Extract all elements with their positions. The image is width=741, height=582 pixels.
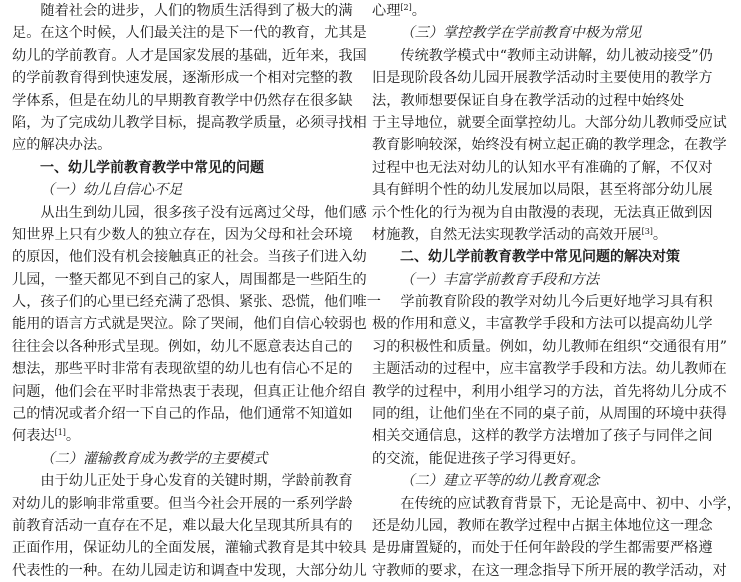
text-line [372, 157, 713, 179]
line-text: 正面作用，保证幼儿的全面发展，灌输式教育是其中较具 [12, 540, 367, 557]
text-line [372, 381, 727, 403]
line-text: 人，孩子们的心里已经充满了恐惧、紧张、恐慌，他们唯一 [12, 294, 381, 311]
line-text: 随着社会的进步，人们的物质生活得到了极大的满 [40, 3, 353, 19]
text-line [372, 90, 684, 112]
text-line [372, 291, 713, 313]
subsection-heading [12, 179, 330, 201]
line-text: 传统教学模式中“教师主动讲解，幼儿被动接受”仍 [400, 47, 713, 64]
line-text: 学前教育阶段的教学对幼儿今后更好地学习具有积 [400, 294, 713, 311]
right-text-column [372, 0, 741, 582]
citation-marker: [3] [641, 226, 653, 236]
section-heading [372, 246, 684, 268]
line-text: 主题活动的过程中，应丰富教学手段和方法。幼儿教师在 [372, 361, 727, 378]
text-line [372, 425, 713, 447]
text-line [372, 202, 713, 224]
text-line [12, 470, 353, 492]
line-punctuation: 。 [65, 428, 81, 445]
line-text: 代表性的一种。在幼儿园走访和调查中发现，大部分幼儿 [12, 562, 367, 579]
line-punctuation: 。 [411, 3, 426, 19]
line-text: （一）丰富学前教育手段和方法 [400, 271, 600, 288]
text-line [12, 403, 353, 425]
text-line [372, 134, 727, 156]
line-text: 应的解决办法。 [12, 137, 112, 154]
section-heading [12, 157, 330, 179]
line-text: 由于幼儿正处于身心发育的关键时期，学龄前教育 [40, 473, 353, 490]
line-text: 的交流，能促进孩子学习得更好。 [372, 450, 585, 467]
line-text: 材施教，自然无法实现教学活动的高效开展 [372, 226, 642, 243]
line-text: 想法，那些平时非常有表现欲望的幼儿也有信心不足的 [12, 361, 353, 378]
text-line [372, 179, 713, 201]
line-text: 何表达 [12, 428, 55, 445]
line-text: 二、幼儿学前教育教学中常见问题的解决对策 [400, 249, 680, 266]
text-line [372, 112, 727, 134]
line-text: 能用的语言方式就是哭泣。除了哭闹，他们自信心较弱也 [12, 316, 367, 333]
line-text: 往往会以各种形式呈现。例如，幼儿不愿意表达自己的 [12, 338, 353, 355]
text-line [372, 336, 728, 358]
line-text: 习的积极性和质量。例如，幼儿教师在组织“交通很有用” [372, 338, 728, 355]
text-line [12, 537, 367, 559]
text-line [372, 313, 713, 335]
line-text: 极的作用和意义，丰富教学手段和方法可以提高幼儿学 [372, 316, 713, 333]
subsection-heading [372, 470, 684, 492]
text-line [372, 537, 713, 559]
text-line [12, 515, 353, 537]
text-line [12, 291, 381, 313]
line-text: （三）掌控教学在学前教育中极为常见 [400, 25, 642, 42]
line-text: （二）灌输教育成为教学的主要模式 [40, 450, 268, 467]
line-text: 在传统的应试教育背景下，无论是高中、初中、小学， [400, 495, 741, 512]
text-line [12, 336, 353, 358]
line-text: （二）建立平等的幼儿教育观念 [400, 473, 600, 490]
line-text: 知世界上只有少数人的独立存在，因为父母和社会环境 [12, 226, 353, 243]
line-text: 同的组，让他们坐在不同的桌子前，从周围的环境中获得 [372, 406, 727, 423]
text-line [12, 560, 367, 582]
text-line [12, 134, 330, 156]
text-line [372, 560, 727, 582]
text-line [12, 313, 367, 335]
line-text: 前教育活动一直存在不足，难以最大化呈现其所具有的 [12, 517, 353, 534]
text-line [372, 67, 713, 89]
line-text: 足。在这个时候，人们最关注的是下一代的教育，尤其是 [12, 25, 367, 42]
text-line [12, 269, 367, 291]
line-text: 教学的过程中，利用小组学习的方法，首先将幼儿分成不 [372, 383, 727, 400]
text-line [12, 246, 367, 268]
line-text: 旧是现阶段各幼儿园开展教学活动时主要使用的教学方 [372, 70, 713, 87]
text-line [12, 67, 353, 89]
line-text: 具有鲜明个性的幼儿发展加以局限，甚至将部分幼儿展 [372, 182, 713, 199]
text-line [372, 515, 713, 537]
text-line [12, 381, 367, 403]
line-text: 是毋庸置疑的，而处于任何年龄段的学生都需要严格遵 [372, 540, 713, 557]
text-line [12, 202, 367, 224]
line-text: 幼儿的学前教育。人才是国家发展的基础，近年来，我国 [12, 47, 367, 64]
text-line [12, 425, 330, 447]
left-text-column [12, 0, 381, 582]
text-line [12, 0, 353, 22]
line-text: 一、幼儿学前教育教学中常见的问题 [40, 159, 264, 176]
line-text: 相关交通信息，这样的教学方法增加了孩子与同伴之间 [372, 428, 713, 445]
line-text: 示个性化的行为视为自由散漫的表现，无法真正做到因 [372, 204, 713, 221]
citation-marker: [1] [54, 428, 66, 438]
line-text: 对幼儿的影响非常重要。但当今社会开展的一系列学龄 [12, 495, 353, 512]
line-text: （一）幼儿自信心不足 [40, 182, 183, 199]
text-line [372, 403, 727, 425]
line-text: 教育影响较深，始终没有树立起正确的教学理念，在教学 [372, 137, 727, 154]
subsection-heading [372, 22, 684, 44]
text-line [12, 22, 367, 44]
text-line [372, 493, 741, 515]
text-line [12, 493, 353, 515]
citation-marker: [2] [400, 3, 412, 12]
text-line [12, 90, 353, 112]
line-text: 儿园，一整天都见不到自己的家人，周围都是一些陌生的 [12, 271, 367, 288]
text-line [12, 112, 367, 134]
line-text: 的学前教育得到快速发展，逐渐形成一个相对完整的教 [12, 70, 353, 87]
text-line [372, 358, 727, 380]
line-punctuation: 。 [652, 226, 668, 243]
line-text: 法，教师想要保证自身在教学活动的过程中始终处 [372, 92, 685, 109]
line-text: 学体系，但是在幼儿的早期教育教学中仍然存在很多缺 [12, 92, 353, 109]
text-line [372, 448, 684, 470]
line-text: 还是幼儿园，教师在教学过程中占据主体地位这一理念 [372, 517, 713, 534]
subsection-heading [12, 448, 330, 470]
text-line [12, 358, 353, 380]
line-text: 心理 [372, 3, 401, 19]
line-text: 问题，他们会在平时非常热衷于表现，但真正让他介绍自 [12, 383, 367, 400]
line-text: 过程中也无法对幼儿的认知水平有准确的了解，不仅对 [372, 159, 713, 176]
text-line [12, 224, 353, 246]
line-text: 己的情况或者介绍一下自己的作品，他们通常不知道如 [12, 406, 353, 423]
line-text: 从出生到幼儿园，很多孩子没有远离过父母，他们感 [40, 204, 367, 221]
text-line [372, 224, 684, 246]
line-text: 的原因，他们没有机会接触真正的社会。当孩子们进入幼 [12, 249, 367, 266]
line-text: 陷，为了完成幼儿教学目标，提高教学质量，必须寻找相 [12, 114, 367, 131]
line-text: 于主导地位，就要全面掌控幼儿。大部分幼儿教师受应试 [372, 114, 727, 131]
text-line [372, 0, 684, 22]
text-line [372, 45, 713, 67]
subsection-heading [372, 269, 684, 291]
text-line [12, 45, 367, 67]
line-text: 守教师的要求，在这一理念指导下所开展的教学活动，对 [372, 562, 727, 579]
